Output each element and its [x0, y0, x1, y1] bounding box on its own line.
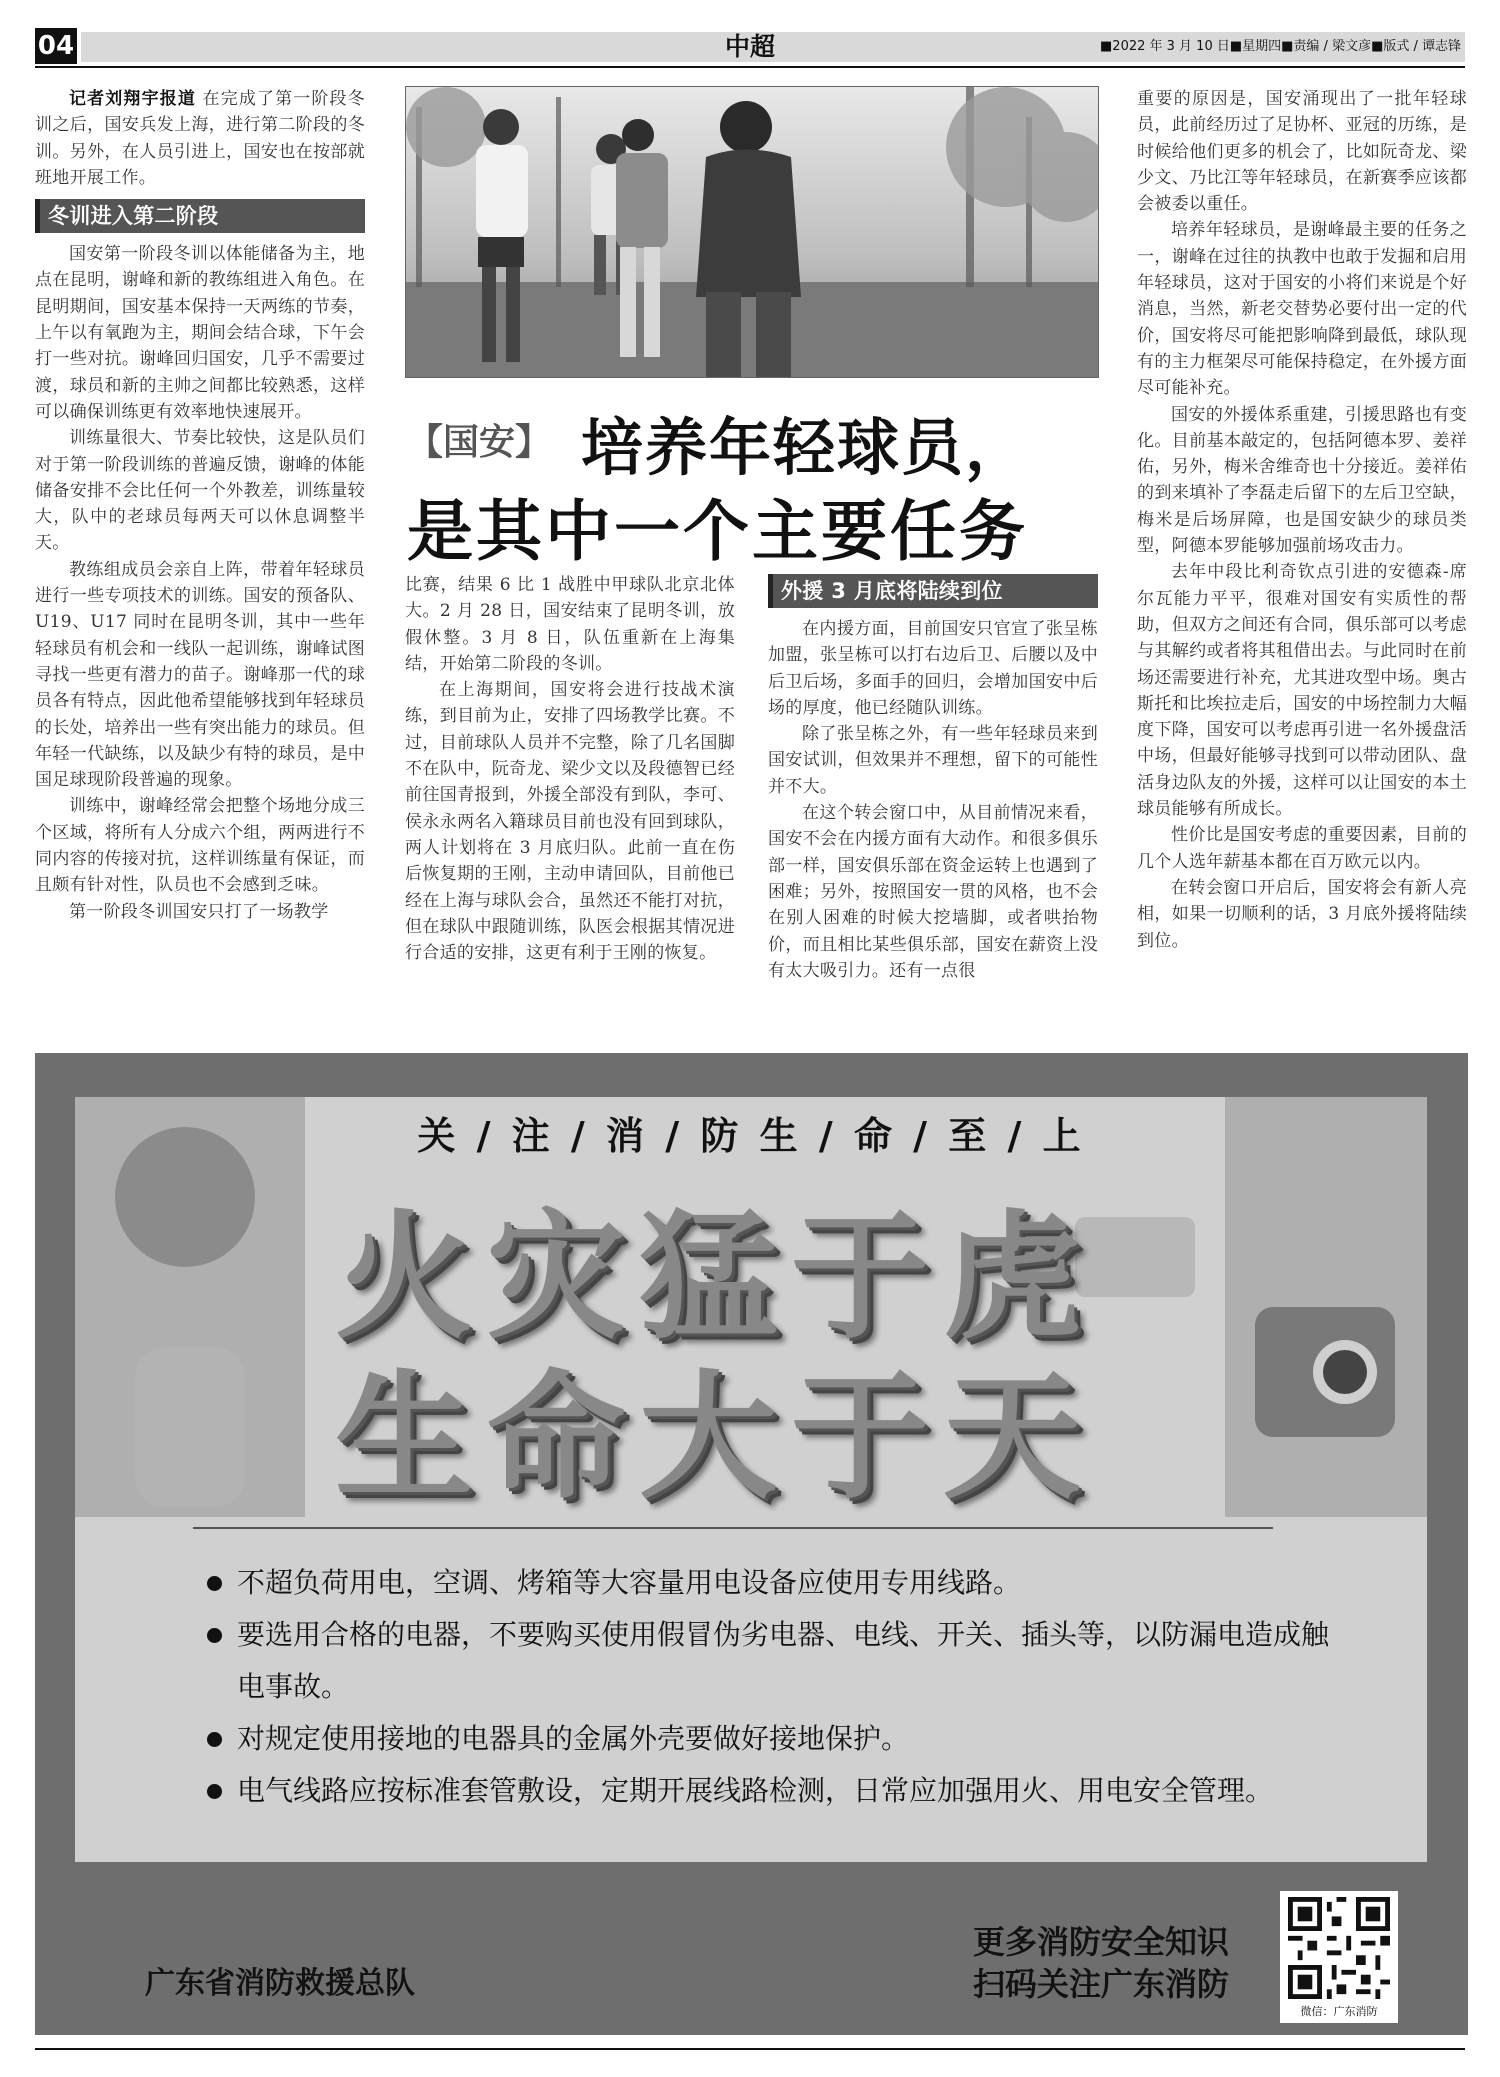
- header-rule: [35, 66, 1465, 68]
- cta-line-2: 扫码关注广东消防: [973, 1965, 1230, 2003]
- headline-line-1: 培养年轻球员，: [581, 411, 1030, 484]
- paragraph: 比赛，结果 6 比 1 战胜中甲球队北京北体大。2 月 28 日，国安结束了昆明冬训，放假休整。3 月 8 日，队伍重新在上海集结，开始第二阶段的冬训。: [405, 575, 735, 674]
- qr-code-box: [1280, 1891, 1398, 2023]
- paragraph: 第一阶段冬训国安只打了一场教学: [69, 901, 329, 922]
- page-number: 04: [35, 28, 77, 64]
- qr-label: 微信：广东消防: [1300, 2005, 1378, 2018]
- ad-slogan: 关 / 注 / 消 / 防 生 / 命 / 至 / 上: [417, 1114, 1085, 1158]
- ad-bullet: 电气线路应按标准套管敷设，定期开展线路检测，日常应加强用火、用电安全管理。: [205, 1765, 1355, 1817]
- ad-big-line-1: 火灾猛于虎: [335, 1197, 1096, 1358]
- paragraph: 国安的外援体系重建，引援思路也有变化。目前基本敲定的，包括阿德本罗、姜祥佑，另外，梅米舍维奇也十分接近。姜祥佑的到来填补了李磊走后留下的左后卫空缺，梅米是后场屏障，也是国安缺少的球员类型，阿德本罗能够加强前场攻击力。: [1137, 404, 1467, 557]
- ad-big-line-2: 生命大于天: [335, 1357, 1096, 1518]
- ad-divider: [193, 1527, 1273, 1529]
- paragraph: 在转会窗口开启后，国安将会有新人亮相，如果一切顺利的话，3 月底外援将陆续到位。: [1137, 877, 1467, 951]
- bottom-rule: [35, 2048, 1465, 2050]
- article-column-3: [768, 572, 1098, 984]
- paragraph: 国安第一阶段冬训以体能储备为主，地点在昆明，谢峰和新的教练组进入角色。在昆明期间，国安基本保持一天两练的节奏，上午以有氧跑为主，期间会结合球，下午会打一些对抗。谢峰回归国安，几乎不需要过渡，球员和新的主帅之间都比较熟悉，这样可以确保训练更有效率地快速展开。: [35, 244, 365, 422]
- ad-call-to-action: [973, 1921, 1229, 2005]
- article-column-2: [405, 572, 735, 966]
- article-column-1: [35, 86, 365, 925]
- paragraph: 重要的原因是，国安涌现出了一批年轻球员，此前经历过了足协杯、亚冠的历练，是时候给他们更多的机会了，比如阮奇龙、梁少文、乃比江等年轻球员，在新赛季应该都会被委以重任。: [1137, 89, 1467, 215]
- article-column-4: [1137, 86, 1467, 954]
- paragraph: 训练中，谢峰经常会把整个场地分成三个区域，将所有人分成六个组，两两进行不同内容的传接对抗，这样训练量有保证，而且颇有针对性，队员也不会感到乏味。: [35, 796, 365, 896]
- paragraph: 除了张呈栋之外，有一些年轻球员来到国安试训，但效果并不理想，留下的可能性并不大。: [768, 724, 1098, 797]
- ad-organization: 广东省消防救援总队: [145, 1966, 415, 2001]
- byline: 记者刘翔宇报道: [69, 89, 196, 109]
- issue-info: ■2022 年 3 月 10 日■星期四■责编 / 梁文彦■版式 / 谭志锋: [1100, 39, 1461, 54]
- training-photo: [405, 86, 1099, 378]
- ad-bullet-list: [205, 1557, 1355, 1817]
- paragraph: 教练组成员会亲自上阵，带着年轻球员进行一些专项技术的训练。国安的预备队、U19、U17 同时在昆明冬训，其中一些年轻球员有机会和一线队一起训练，谢峰试图寻找一些更有潜力的苗子。谢峰那一代的球员各有特点，因此他希望能够找到年轻球员的长处，培养出一些有突出能力的球员。但年轻一代缺练，以及缺少有特的球员，是中国足球现阶段普遍的现象。: [35, 559, 365, 791]
- subhead-winter-training: 冬训进入第二阶段: [35, 199, 365, 233]
- ad-bullet: 要选用合格的电器，不要购买使用假冒伪劣电器、电线、开关、插头等，以防漏电造成触电事故。: [205, 1609, 1355, 1713]
- training-photo-graphic: [406, 87, 1098, 377]
- page-header: [35, 28, 1465, 66]
- paragraph: 在上海期间，国安将会进行技战术演练，到目前为止，安排了四场教学比赛。不过，目前球队人员并不完整，除了几名国脚不在队中，阮奇龙、梁少文以及段德智已经前往国青报到，外援全部没有到队，李可、侯永永两名入籍球员目前也没有回到球队，两人计划将在 3 月底归队。此前一直在伤后恢复期的王刚，主动申请回队，目前他已经在上海与球队会合，虽然还不能打对抗，但在球队中跟随训练，队医会根据其情况进行合适的安排，这更有利于王刚的恢复。: [405, 680, 735, 964]
- paragraph: 性价比是国安考虑的重要因素，目前的几个人选年薪基本都在百万欧元以内。: [1137, 825, 1467, 872]
- fire-safety-ad: [35, 1053, 1468, 2035]
- paragraph: 在这个转会窗口中，从目前情况来看，国安不会在内援方面有大动作。和很多俱乐部一样，国安俱乐部在资金运转上也遇到了困难；另外，按照国安一贯的风格，也不会在别人困难的时候大挖墙脚，或者哄抬物价，而且相比某些俱乐部，国安在薪资上没有太大吸引力。还有一点很: [768, 803, 1098, 981]
- ad-bullet: 对规定使用接地的电器具的金属外壳要做好接地保护。: [205, 1713, 1355, 1765]
- ad-panel: [75, 1097, 1427, 1862]
- subhead-foreign-players: 外援 3 月底将陆续到位: [768, 574, 1098, 608]
- paragraph: 训练量很大、节奏比较快，这是队员们对于第一阶段训练的普遍反馈，谢峰的体能储备安排不会比任何一个外教差，训练量较大，队中的老球员每两天可以休息调整半天。: [35, 428, 365, 554]
- cta-line-1: 更多消防安全知识: [973, 1923, 1230, 1961]
- paragraph: 去年中段比利奇钦点引进的安德森-席尔瓦能力平平，很难对国安有实质性的帮助，但双方之间还有合同，俱乐部可以考虑与其解约或者将其租借出去。与此同时在前场还需要进行补充，尤其进攻型中场。奥古斯托和比埃拉走后，国安的中场控制力大幅度下降，国安可以考虑再引进一名外援盘活中场，但最好能够寻找到可以带动团队、盘活身边队友的外援，这样可以让国安的本土球员能够有所成长。: [1137, 562, 1467, 820]
- intro-text: 在完成了第一阶段冬训之后，国安兵发上海，进行第二阶段的冬训。另外，在人员引进上，国安也在按部就班地开展工作。: [35, 89, 365, 188]
- headline: [405, 392, 1097, 570]
- headline-tag: 【国安】: [407, 422, 552, 463]
- paragraph: 在内援方面，目前国安只官宣了张呈栋加盟，张呈栋可以打右边后卫、后腰以及中后卫后场，多面手的回归，会增加国安中后场的厚度，他已经随队训练。: [768, 619, 1098, 718]
- headline-line-2: 是其中一个主要任务: [407, 492, 1028, 570]
- section-title: 中超: [724, 32, 775, 61]
- ad-bullet: 不超负荷用电，空调、烤箱等大容量用电设备应使用专用线路。: [205, 1557, 1355, 1609]
- qr-code-icon: [1288, 1897, 1390, 1999]
- paragraph: 培养年轻球员，是谢峰最主要的任务之一，谢峰在过往的执教中也敢于发掘和启用年轻球员，这对于国安的小将们来说是个好消息，当然，新老交替势必要付出一定的代价，国安将尽可能把影响降到最低，球队现有的主力框架尽可能保持稳定，在外援方面尽可能补充。: [1137, 220, 1467, 399]
